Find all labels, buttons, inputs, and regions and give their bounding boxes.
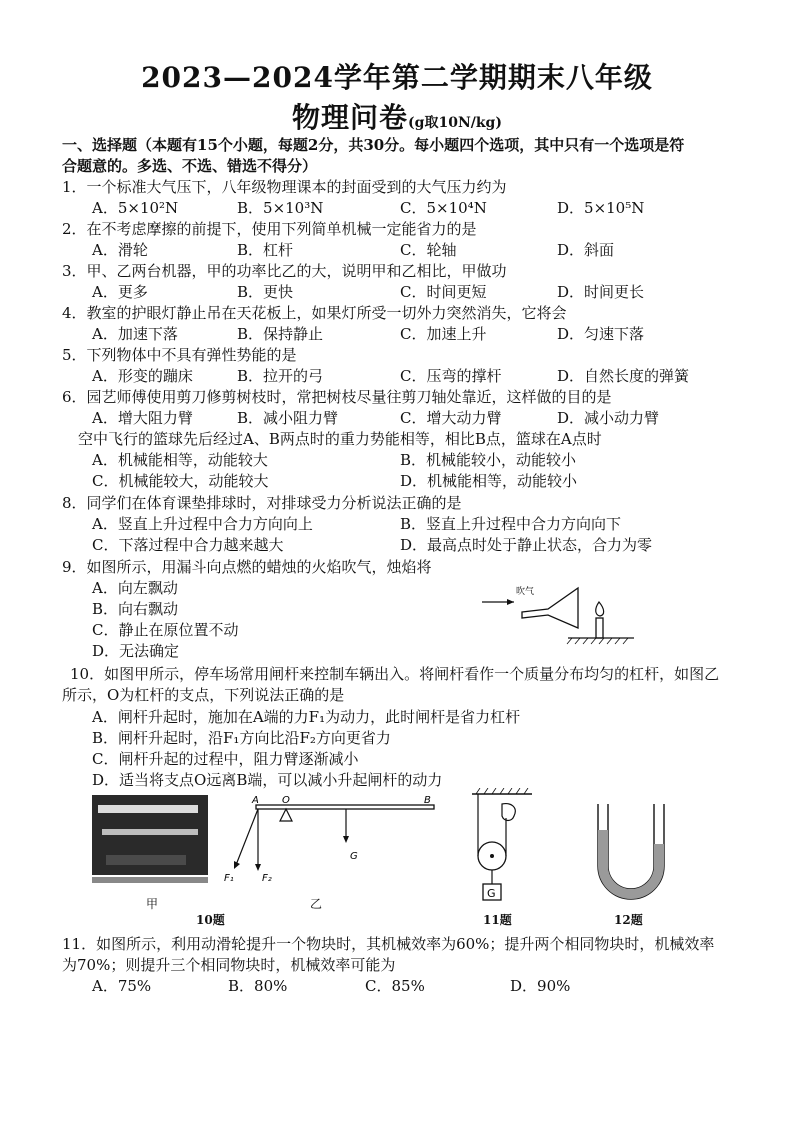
pulley-axle xyxy=(490,854,494,858)
q7-option-c: C．机械能较大，动能较大 xyxy=(92,472,269,490)
q7-option-d: D．机械能相等，动能较小 xyxy=(400,472,578,490)
question-11-stem-line1: 11．如图所示，利用动滑轮提升一个物块时，其机械效率为60%；提升两个相同物块时，机械效率 xyxy=(62,935,715,953)
q2-option-b: B．杠杆 xyxy=(237,241,294,259)
question-4-stem: 4．教室的护眼灯静止吊在天花板上，如果灯所受一切外力突然消失，它将会 xyxy=(62,304,567,322)
q1-option-b: B．5×10³N xyxy=(237,199,324,217)
caption-10: 10题 xyxy=(196,913,225,927)
q9-funnel-candle-figure xyxy=(478,572,638,654)
q4-option-c: C．加速上升 xyxy=(400,325,487,343)
caption-12: 12题 xyxy=(614,913,643,927)
q8-option-c: C．下落过程中合力越来越大 xyxy=(92,536,284,554)
q10-option-b: B．闸杆升起时，沿F₁方向比沿F₂方向更省力 xyxy=(92,729,391,747)
q6-option-a: A．增大阻力臂 xyxy=(92,409,193,427)
gravity-note: (g取10N/kg) xyxy=(408,115,502,131)
exam-title: 2023—2024学年第二学期期末八年级 xyxy=(141,61,653,94)
q6-option-c: C．增大动力臂 xyxy=(400,409,502,427)
ceiling-hatch xyxy=(476,788,528,794)
q10-lever-diagram xyxy=(212,795,442,895)
photo-ground-strip xyxy=(92,877,208,883)
q5-option-a: A．形变的蹦床 xyxy=(92,367,193,385)
blow-label: 吹气 xyxy=(516,587,535,597)
q5-option-c: C．压弯的撑杆 xyxy=(400,367,502,385)
q1-option-d: D．5×10⁵N xyxy=(557,199,645,217)
q5-option-b: B．拉开的弓 xyxy=(237,367,324,385)
section-header-line1: 一、选择题（本题有15个小题，每题2分，共30分。每小题四个选项，其中只有一个选项是符 xyxy=(62,136,685,154)
question-10-stem-line1: 10．如图甲所示，停车场常用闸杆来控制车辆出入。将闸杆看作一个质量分布均匀的杠杆，如图乙 xyxy=(70,665,720,683)
q8-option-d: D．最高点时处于静止状态，合力为零 xyxy=(400,536,653,554)
q9-option-a: A．向左飘动 xyxy=(92,579,178,597)
candle xyxy=(596,618,603,638)
question-11-stem-line2: 为70%；则提升三个相同物块时，机械效率可能为 xyxy=(62,956,396,974)
candle-flame-icon xyxy=(596,602,604,616)
q2-option-c: C．轮轴 xyxy=(400,241,457,259)
q11-pulley-figure xyxy=(468,788,540,906)
force-f1-arrow xyxy=(236,809,258,865)
q11-option-b: B．80% xyxy=(228,977,288,995)
gate-base xyxy=(106,855,186,865)
q5-option-d: D．自然长度的弹簧 xyxy=(557,367,690,385)
question-6-stem: 6．园艺师傅使用剪刀修剪树枝时，常把树枝尽量往剪刀轴处靠近，这样做的目的是 xyxy=(62,388,612,406)
table-hatch xyxy=(567,638,628,644)
q10-sub-yi: 乙 xyxy=(310,897,323,911)
q2-option-a: A．滑轮 xyxy=(92,241,148,259)
section-header-line2: 合题意的。多选、不选、错选不得分） xyxy=(62,157,318,175)
gate-arm-top xyxy=(98,805,198,813)
question-9-stem: 9．如图所示，用漏斗向点燃的蜡烛的火焰吹气，烛焰将 xyxy=(62,558,432,576)
q9-option-d: D．无法确定 xyxy=(92,642,180,660)
q10-option-d: D．适当将支点O远离B端，可以减小升起闸杆的动力 xyxy=(92,771,443,789)
label-a: A xyxy=(252,795,259,806)
q10-sub-jia: 甲 xyxy=(146,897,159,911)
force-f2-head xyxy=(255,864,261,871)
gravity-arrow-head xyxy=(343,836,349,843)
label-f2: F₂ xyxy=(262,873,272,884)
q4-option-a: A．加速下落 xyxy=(92,325,178,343)
q10-option-a: A．闸杆升起时，施加在A端的力F₁为动力，此时闸杆是省力杠杆 xyxy=(92,708,521,726)
exam-subtitle xyxy=(0,96,794,136)
subject-title: 物理问卷 xyxy=(292,101,409,134)
hand-icon xyxy=(502,804,515,821)
question-3-stem: 3．甲、乙两台机器，甲的功率比乙的大，说明甲和乙相比，甲做功 xyxy=(62,262,507,280)
label-f1: F₁ xyxy=(224,873,234,884)
question-7-stem: 空中飞行的篮球先后经过A、B两点时的重力势能相等，相比B点，篮球在A点时 xyxy=(78,430,602,448)
question-2-stem: 2．在不考虑摩擦的前提下，使用下列简单机械一定能省力的是 xyxy=(62,220,477,238)
q12-u-tube-figure xyxy=(592,800,670,904)
question-10-stem-line2: 所示，O为杠杆的支点，下列说法正确的是 xyxy=(62,686,345,704)
q1-option-c: C．5×10⁴N xyxy=(400,199,487,217)
gate-arm-middle xyxy=(102,829,198,835)
question-8-stem: 8．同学们在体育课垫排球时，对排球受力分析说法正确的是 xyxy=(62,494,462,512)
fulcrum-o xyxy=(280,809,292,821)
label-g: G xyxy=(350,851,358,862)
u-tube-inner xyxy=(608,804,654,889)
q8-option-b: B．竖直上升过程中合力方向向下 xyxy=(400,515,622,533)
q11-option-c: C．85% xyxy=(365,977,425,995)
label-b: B xyxy=(424,795,431,806)
caption-11: 11题 xyxy=(483,913,512,927)
blow-arrow-head xyxy=(507,599,514,605)
q4-option-b: B．保持静止 xyxy=(237,325,324,343)
question-5-stem: 5．下列物体中不具有弹性势能的是 xyxy=(62,346,297,364)
q10-option-c: C．闸杆升起的过程中，阻力臂逐渐减小 xyxy=(92,750,359,768)
q3-option-c: C．时间更短 xyxy=(400,283,487,301)
q11-option-a: A．75% xyxy=(92,977,152,995)
q11-option-d: D．90% xyxy=(510,977,571,995)
q7-option-a: A．机械能相等，动能较大 xyxy=(92,451,268,469)
q10-gate-photo xyxy=(92,795,208,889)
q7-option-b: B．机械能较小，动能较小 xyxy=(400,451,577,469)
weight-label: G xyxy=(487,887,496,900)
q3-option-b: B．更快 xyxy=(237,283,294,301)
q2-option-d: D．斜面 xyxy=(557,241,615,259)
q3-option-a: A．更多 xyxy=(92,283,148,301)
q4-option-d: D．匀速下落 xyxy=(557,325,645,343)
q9-option-b: B．向右飘动 xyxy=(92,600,179,618)
q9-option-c: C．静止在原位置不动 xyxy=(92,621,239,639)
q1-option-a: A．5×10²N xyxy=(92,199,179,217)
q8-option-a: A．竖直上升过程中合力方向向上 xyxy=(92,515,313,533)
q6-option-b: B．减小阻力臂 xyxy=(237,409,339,427)
q6-option-d: D．减小动力臂 xyxy=(557,409,660,427)
question-1-stem: 1．一个标准大气压下，八年级物理课本的封面受到的大气压力约为 xyxy=(62,178,507,196)
q3-option-d: D．时间更长 xyxy=(557,283,645,301)
label-o: O xyxy=(282,795,290,806)
